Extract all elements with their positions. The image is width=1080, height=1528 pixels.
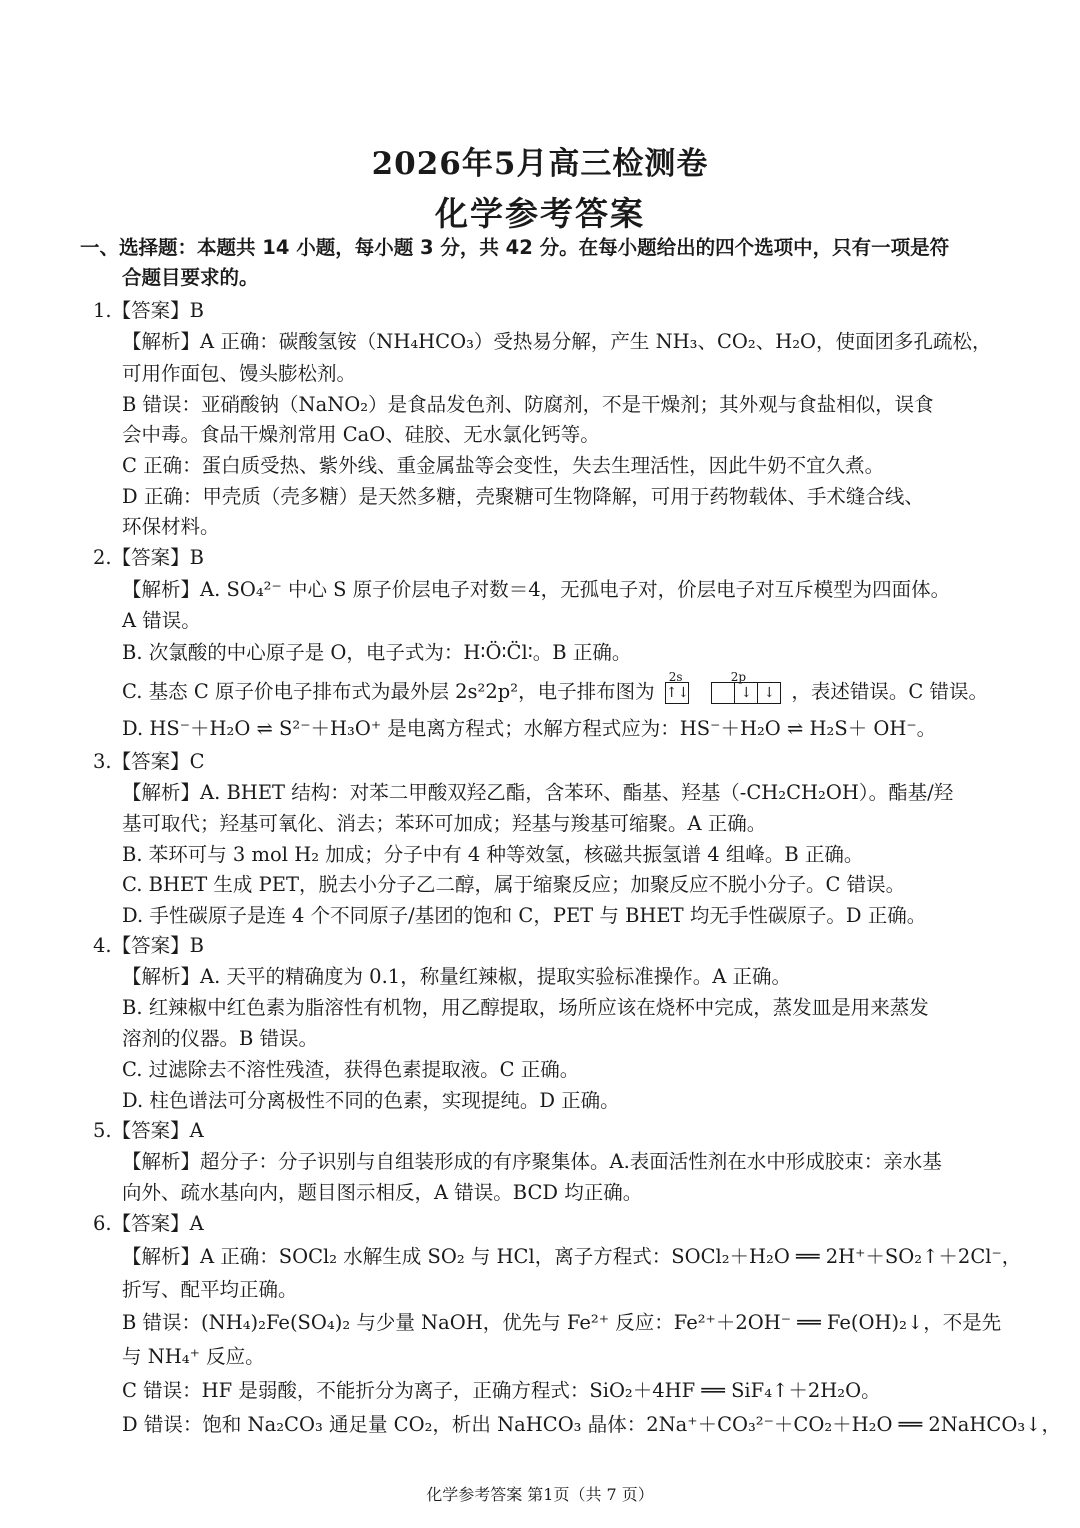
q6-text: 【解析】A 正确：SOCl₂ 水解生成 SO₂ 与 HCl，离子方程式：SOCl₂＋H₂O ══ 2H⁺＋SO₂↑＋2Cl⁻， (122, 1245, 1022, 1268)
q2-text: B. 次氯酸的中心原子是 O，电子式为：H∶Ö∶C̈l∶。B 正确。 (122, 641, 632, 664)
q1-text: D 正确：甲壳质（壳多糖）是天然多糖，壳聚糖可生物降解，可用于药物载体、手术缝合线、 (122, 485, 924, 508)
orbital-label-2s: 2s (668, 669, 683, 684)
q3-answer: 3.【答案】C (93, 750, 205, 773)
q2-answer: 2.【答案】B (93, 546, 204, 569)
q6-answer: 6.【答案】A (93, 1212, 204, 1235)
q4-text: 溶剂的仪器。B 错误。 (122, 1027, 319, 1050)
q4-text: D. 柱色谱法可分离极性不同的色素，实现提纯。D 正确。 (122, 1089, 620, 1112)
orbital-diagram (665, 669, 781, 706)
q6-text: B 错误：(NH₄)₂Fe(SO₄)₂ 与少量 NaOH，优先与 Fe²⁺ 反应：Fe²⁺＋2OH⁻ ══ Fe(OH)₂↓，不是先 (122, 1311, 1002, 1334)
answer-title: 化学参考答案 (435, 194, 645, 233)
q2-text: C. 基态 C 原子价电子排布式为最外层 2s²2p²，电子排布图为 (122, 680, 655, 703)
orbital-box-2p: ↓ (735, 682, 758, 704)
q1-answer: 1.【答案】B (93, 299, 204, 322)
q3-text: D. 手性碳原子是连 4 个不同原子/基团的饱和 C，PET 与 BHET 均无手性碳原子。D 正确。 (122, 904, 927, 927)
q5-text: 向外、疏水基向内，题目图示相反，A 错误。BCD 均正确。 (122, 1181, 643, 1204)
q3-text: B. 苯环可与 3 mol H₂ 加成；分子中有 4 种等效氢，核磁共振氢谱 4 组峰。B 正确。 (122, 843, 864, 866)
orbital-box-2p: ↓ (758, 682, 781, 704)
q2-text: ，表述错误。C 错误。 (791, 680, 989, 703)
q3-text: C. BHET 生成 PET，脱去小分子乙二醇，属于缩聚反应；加聚反应不脱小分子。C 错误。 (122, 873, 906, 896)
section-heading-cont: 合题目要求的。 (122, 266, 259, 289)
q1-text: 会中毒。食品干燥剂常用 CaO、硅胶、无水氯化钙等。 (122, 423, 600, 446)
q6-text: 折写、配平均正确。 (122, 1278, 298, 1301)
section-heading: 一、选择题：本题共 14 小题，每小题 3 分，共 42 分。在每小题给出的四个选项中，只有一项是符 (80, 236, 950, 259)
q2-text: D. HS⁻＋H₂O ⇌ S²⁻＋H₃O⁺ 是电离方程式；水解方程式应为：HS⁻＋H₂O ⇌ H₂S＋ OH⁻。 (122, 717, 937, 740)
q1-text: C 正确：蛋白质受热、紫外线、重金属盐等会变性，失去生理活性，因此牛奶不宜久煮。 (122, 454, 885, 477)
q4-text: B. 红辣椒中红色素为脂溶性有机物，用乙醇提取，场所应该在烧杯中完成，蒸发皿是用来蒸发 (122, 996, 929, 1019)
q5-answer: 5.【答案】A (93, 1119, 204, 1142)
q4-text: 【解析】A. 天平的精确度为 0.1，称量红辣椒，提取实验标准操作。A 正确。 (122, 965, 791, 988)
q2-text: 【解析】A. SO₄²⁻ 中心 S 原子价层电子对数＝4，无孤电子对，价层电子对互斥模型为四面体。 (122, 578, 951, 601)
q3-text: 基可取代；羟基可氧化、消去；苯环可加成；羟基与羧基可缩聚。A 正确。 (122, 812, 767, 835)
q1-text: 可用作面包、馒头膨松剂。 (122, 362, 357, 385)
orbital-label-2p: 2p (730, 669, 747, 684)
q4-text: C. 过滤除去不溶性残渣，获得色素提取液。C 正确。 (122, 1058, 580, 1081)
exam-title: 2026年5月高三检测卷 (371, 146, 709, 182)
q4-answer: 4.【答案】B (93, 934, 204, 957)
q2-text: A 错误。 (122, 609, 201, 632)
q1-text: B 错误：亚硝酸钠（NaNO₂）是食品发色剂、防腐剂，不是干燥剂；其外观与食盐相似，误食 (122, 393, 934, 416)
q5-text: 【解析】超分子：分子识别与自组装形成的有序聚集体。A.表面活性剂在水中形成胶束：亲水基 (122, 1150, 942, 1173)
q2-orbital-line (122, 669, 989, 706)
orbital-box-2s: ↑↓ (665, 682, 689, 704)
page-footer: 化学参考答案 第1页（共 7 页） (426, 1485, 654, 1504)
q6-text: C 错误：HF 是弱酸，不能折分为离子，正确方程式：SiO₂＋4HF ══ SiF₄↑＋2H₂O。 (122, 1379, 881, 1402)
q1-text: 【解析】A 正确：碳酸氢铵（NH₄HCO₃）受热易分解，产生 NH₃、CO₂、H₂O，使面团多孔疏松， (122, 330, 992, 353)
q6-text: D 错误：饱和 Na₂CO₃ 通足量 CO₂，析出 NaHCO₃ 晶体：2Na⁺＋CO₃²⁻＋CO₂＋H₂O ══ 2NaHCO₃↓， (122, 1413, 1061, 1436)
q6-text: 与 NH₄⁺ 反应。 (122, 1345, 265, 1368)
q3-text: 【解析】A. BHET 结构：对苯二甲酸双羟乙酯，含苯环、酯基、羟基（-CH₂CH₂OH）。酯基/羟 (122, 781, 954, 804)
q1-text: 环保材料。 (122, 515, 220, 538)
